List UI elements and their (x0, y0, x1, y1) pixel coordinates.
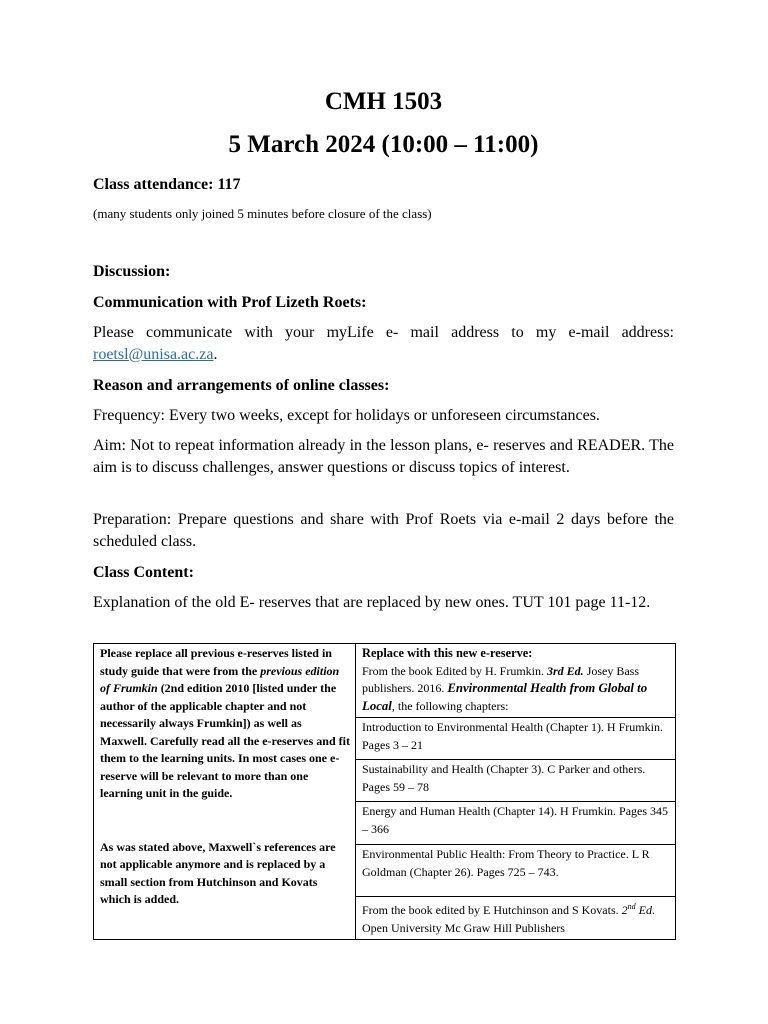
attendance-note: (many students only joined 5 minutes before closure of the class) (93, 206, 432, 221)
frumkin-book-reference: From the book Edited by H. Frumkin. 3rd Ed. Josey Bass publishers. 2016. Environmental Health from Global to Local, the following chapters: (362, 663, 648, 713)
reserve-row: Introduction to Environmental Health (Chapter 1). H Frumkin. Pages 3 – 21 (356, 718, 676, 760)
class-content-text: Explanation of the old E- reserves that are replaced by new ones. TUT 101 page 11-12. (93, 594, 651, 611)
e-reserves-table (93, 643, 676, 940)
communication-text: Please communicate with your myLife e- mail address to my e-mail address: (93, 324, 674, 341)
reserve-row: Environmental Public Health: From Theory to Practice. L R Goldman (Chapter 26). Pages 725 – 743. (356, 845, 676, 897)
course-code-title: CMH 1503 (324, 88, 443, 115)
replace-instructions: Please replace all previous e-reserves listed in study guide that were from the previous edition of Frumkin (2nd edition 2010 [listed under the author of the applicable chapter and not necessarily always Frumkin]) as well as Maxwell. Carefully read all the e-reserves and fit them to the learning units. In most cases one e-reserve will be relevant to more than one learning unit in the guide. (100, 646, 350, 800)
class-content-heading: Class Content: (93, 564, 194, 581)
aim-text: Aim: Not to repeat information already in the lesson plans, e- reserves and READER. The aim is to discuss challenges, answer questions or discuss topics of interest. (93, 437, 674, 476)
maxwell-note: As was stated above, Maxwell`s references are not applicable anymore and is replaced by a small section from Hutchinson and Kovats which is added. (100, 839, 336, 906)
date-title: 5 March 2024 (10:00 – 11:00) (228, 131, 539, 158)
communication-paragraph (93, 322, 674, 365)
reserve-row: Energy and Human Health (Chapter 14). H Frumkin. Pages 345 – 366 (356, 802, 676, 845)
reserve-row: Sustainability and Health (Chapter 3). C Parker and others. Pages 59 – 78 (356, 760, 676, 802)
frequency-text: Frequency: Every two weeks, except for holidays or unforeseen circumstances. (93, 407, 600, 424)
reason-heading: Reason and arrangements of online classes: (93, 377, 390, 394)
discussion-heading: Discussion: (93, 263, 171, 280)
replace-instructions-cell (94, 644, 356, 940)
hutchinson-reference-cell: From the book edited by E Hutchinson and S Kovats. 2nd Ed. Open University Mc Graw Hill Publishers (356, 897, 676, 940)
attendance-label: Class attendance: 117 (93, 176, 241, 193)
preparation-text: Preparation: Prepare questions and share with Prof Roets via e-mail 2 days before the scheduled class. (93, 511, 674, 550)
new-reserve-heading: Replace with this new e-reserve: (362, 646, 533, 660)
communication-heading: Communication with Prof Lizeth Roets: (93, 294, 367, 311)
new-reserve-header-cell (356, 644, 676, 718)
email-link[interactable]: roetsl@unisa.ac.za (93, 345, 214, 363)
email-period: . (213, 345, 218, 363)
